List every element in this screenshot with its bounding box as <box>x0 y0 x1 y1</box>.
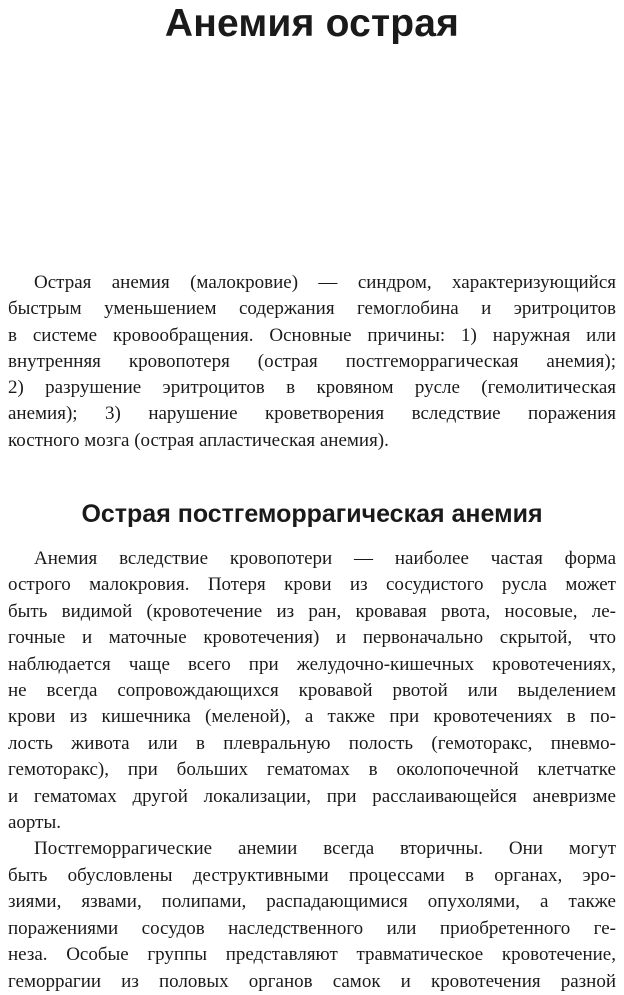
text-line: наблюдается чаще всего при желудочно-кишечных кровотечениях, <box>8 653 616 675</box>
text-line: крови из кишечника (меленой), а также при кровотечениях в по- <box>8 706 616 728</box>
text-line: аорты. <box>8 812 62 834</box>
text-line: и гематомах другой локализации, при расслаивающейся аневризме <box>8 785 616 807</box>
body-paragraph <box>8 546 616 836</box>
text-line: в системе кровообращения. Основные причины: 1) наружная или <box>8 324 616 346</box>
text-line: острого малокровия. Потеря крови из сосудистого русла может <box>8 574 616 596</box>
text-line: быть видимой (кровотечение из ран, кровавая рвота, носовые, ле- <box>8 600 616 622</box>
text-line: гемоторакс), при больших гематомах в околопочечной клетчатке <box>8 759 616 781</box>
text-line: быть обусловлены деструктивными процессами в органах, эро- <box>8 864 616 886</box>
text-line: зиями, язвами, полипами, распадающимися опухолями, а также <box>8 891 616 913</box>
chapter-title: Анемия острая <box>164 2 460 45</box>
text-line: геморрагии из половых органов самок и кровотечения разной <box>8 970 616 992</box>
text-line: Анемия вследствие кровопотери — наиболее частая форма <box>34 548 616 569</box>
text-line: анемия); 3) нарушение кроветворения вследствие поражения <box>8 403 616 425</box>
text-line: не всегда сопровождающихся кровавой рвотой или выделением <box>8 680 616 702</box>
text-line: гочные и маточные кровотечения) и первоначально скрытой, что <box>8 627 616 649</box>
section-body <box>8 546 616 995</box>
text-line: Постгеморрагические анемии всегда вторичны. Они могут <box>34 838 616 860</box>
text-line: костного мозга (острая апластическая анемия). <box>8 429 389 451</box>
text-line: лость живота или в плевральную полость (гемоторакс, пневмо- <box>8 732 616 754</box>
text-line: внутренняя кровопотеря (острая постгеморрагическая анемия); <box>8 350 616 372</box>
text-line: неза. Особые группы представляют травматическое кровотечение, <box>8 944 616 966</box>
text-line: Острая анемия (малокровие) — синдром, характеризующийся <box>34 272 616 293</box>
text-line: поражениями сосудов наследственного или приобретенного ге- <box>8 917 616 939</box>
intro-paragraph <box>8 270 616 454</box>
text-line: 2) разрушение эритроцитов в кровяном русле (гемолитическая <box>8 377 616 399</box>
section-title: Острая постгеморрагическая анемия <box>81 500 543 528</box>
text-line: быстрым уменьшением содержания гемоглобина и эритроцитов <box>8 298 616 320</box>
body-paragraph <box>8 836 616 994</box>
